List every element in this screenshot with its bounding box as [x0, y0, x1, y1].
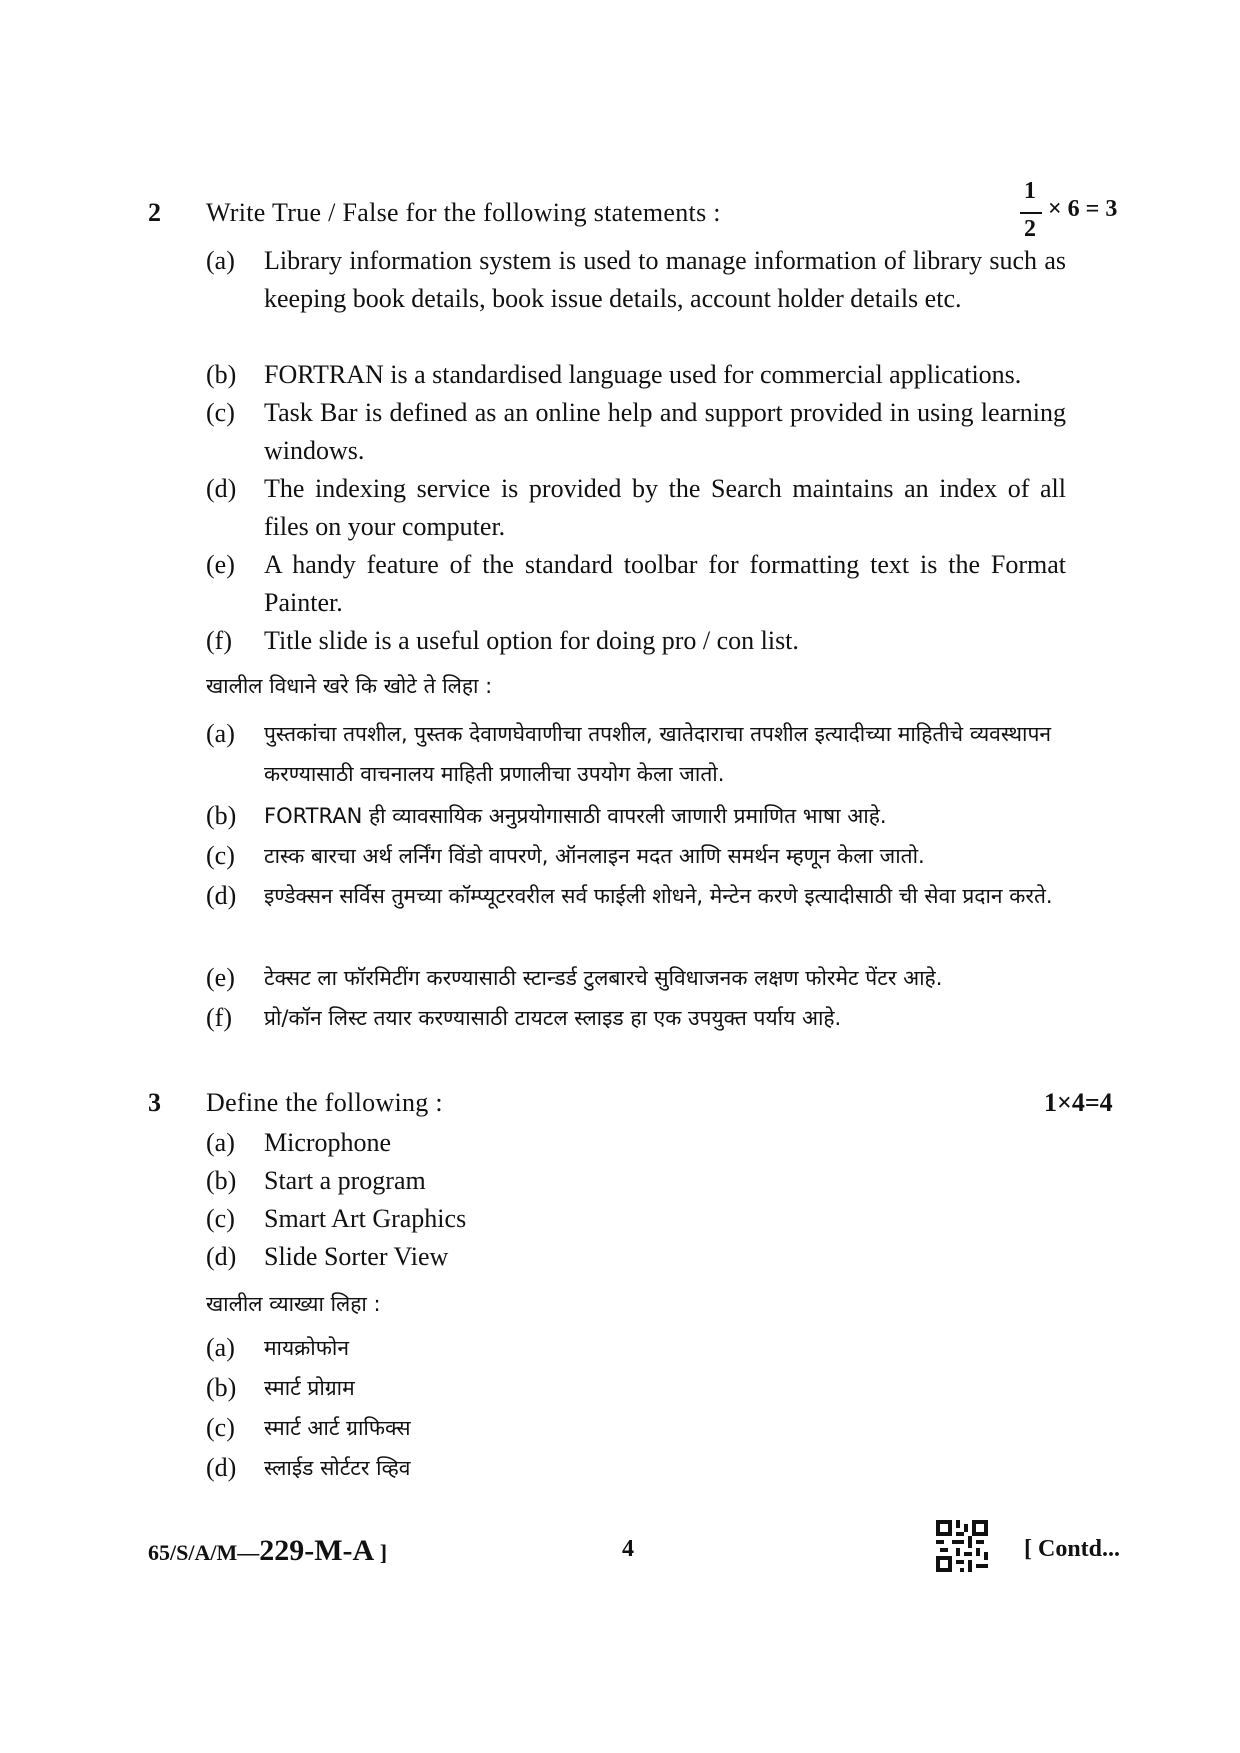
list-item — [206, 1408, 1066, 1448]
marks-product: × 6 = 3 — [1048, 196, 1118, 222]
list-item — [206, 1238, 1066, 1276]
item-text: Microphone — [264, 1128, 392, 1157]
item-text: FORTRAN is a standardised language used for commercial applications. — [264, 360, 1022, 389]
item-text: प्रो/कॉन लिस्ट तयार करण्यासाठी टायटल स्लाइड हा एक उपयुक्त पर्याय आहे. — [264, 1006, 842, 1030]
list-item — [206, 796, 1066, 836]
list-item — [206, 1368, 1066, 1408]
marks-denominator: 2 — [1024, 216, 1036, 242]
item-label: (b) — [206, 1166, 237, 1195]
question-2-marathi-prompt: खालील विधाने खरे कि खोटे ते लिहा : — [206, 674, 493, 698]
item-label: (f) — [206, 1003, 232, 1032]
item-text: स्मार्ट आर्ट ग्राफिक्स — [264, 1416, 411, 1440]
list-item — [206, 836, 1066, 876]
question-3-marks: 1×4=4 — [1044, 1088, 1113, 1117]
item-label: (c) — [206, 1413, 235, 1442]
list-item — [206, 1162, 1066, 1200]
continued-note: [ Contd... — [1024, 1536, 1121, 1562]
list-item — [206, 546, 1066, 622]
question-3-marathi-prompt: खालील व्याख्या लिहा : — [206, 1292, 381, 1316]
list-item — [206, 1200, 1066, 1238]
item-label: (d) — [206, 1242, 237, 1271]
question-3-number: 3 — [148, 1088, 161, 1117]
item-label: (c) — [206, 398, 235, 427]
item-text: इण्डेक्सन सर्विस तुमच्या कॉम्प्यूटरवरील सर्व फाईली शोधने, मेन्टेन करणे इत्यादीसाठी ची सेवा प्रदान करते. — [264, 884, 1053, 908]
item-label: (a) — [206, 1333, 235, 1362]
paper-code-prefix: 65/S/A/M— — [148, 1540, 260, 1565]
list-item — [206, 622, 1066, 660]
paper-code-suffix: ] — [374, 1540, 388, 1565]
item-label: (d) — [206, 474, 237, 503]
item-text: Slide Sorter View — [264, 1242, 449, 1271]
list-item — [206, 470, 1066, 546]
item-text: Library information system is used to manage information of library such as keeping book details, book issue details, account holder details etc. — [264, 246, 1066, 313]
item-text: टेक्सट ला फॉरमिटींग करण्यासाठी स्टान्डर्ड टुलबारचे सुविधाजनक लक्षण फोरमेट पेंटर आहे. — [264, 966, 943, 990]
list-item — [206, 998, 1066, 1038]
list-item — [206, 394, 1066, 470]
qr-code-icon — [936, 1520, 988, 1572]
item-text: मायक्रोफोन — [264, 1336, 350, 1360]
question-2-number: 2 — [148, 198, 161, 227]
question-2-prompt: Write True / False for the following statements : — [206, 198, 721, 227]
item-label: (d) — [206, 1453, 237, 1482]
list-item — [206, 1448, 1066, 1488]
list-item — [206, 242, 1066, 318]
question-3-prompt: Define the following : — [206, 1088, 443, 1117]
item-text: Start a program — [264, 1166, 426, 1195]
list-item — [206, 714, 1066, 794]
list-item — [206, 1328, 1066, 1368]
item-text: पुस्तकांचा तपशील, पुस्तक देवाणघेवाणीचा तपशील, खातेदाराचा तपशील इत्यादीच्या माहितीचे व्यवस्थापन करण्यासाठी वाचनालय माहिती प्रणालीचा उपयोग केला जातो. — [264, 722, 1052, 786]
paper-code — [148, 1534, 387, 1568]
list-item — [206, 356, 1066, 394]
item-text: FORTRAN ही व्यावसायिक अनुप्रयोगासाठी वापरली जाणारी प्रमाणित भाषा आहे. — [264, 804, 887, 828]
fraction-bar — [1020, 212, 1042, 214]
item-text: टास्क बारचा अर्थ लर्निंग विंडो वापरणे, ऑनलाइन मदत आणि समर्थन म्हणून केला जातो. — [264, 844, 925, 868]
item-label: (e) — [206, 963, 235, 992]
list-item — [206, 1124, 1066, 1162]
item-text: Smart Art Graphics — [264, 1204, 467, 1233]
item-text: A handy feature of the standard toolbar for formatting text is the Format Painter. — [264, 550, 1066, 617]
item-label: (a) — [206, 719, 235, 748]
question-2-marks — [1018, 178, 1128, 248]
item-label: (a) — [206, 1128, 235, 1157]
item-label: (c) — [206, 841, 235, 870]
item-label: (b) — [206, 360, 237, 389]
item-text: स्लाईड सोर्टटर व्हिव — [264, 1456, 411, 1480]
item-label: (b) — [206, 1373, 237, 1402]
page-number: 4 — [622, 1536, 634, 1562]
item-label: (a) — [206, 246, 235, 275]
list-item — [206, 958, 1066, 998]
item-text: स्मार्ट प्रोग्राम — [264, 1376, 355, 1400]
item-text: Task Bar is defined as an online help and support provided in using learning windows. — [264, 398, 1066, 465]
item-label: (e) — [206, 550, 235, 579]
list-item — [206, 876, 1066, 916]
item-text: The indexing service is provided by the Search maintains an index of all files on your computer. — [264, 474, 1066, 541]
item-label: (c) — [206, 1204, 235, 1233]
marks-numerator: 1 — [1024, 178, 1036, 204]
item-label: (d) — [206, 881, 237, 910]
item-label: (b) — [206, 801, 237, 830]
paper-code-main: 229-M-A — [259, 1534, 375, 1567]
item-label: (f) — [206, 626, 232, 655]
item-text: Title slide is a useful option for doing pro / con list. — [264, 626, 799, 655]
